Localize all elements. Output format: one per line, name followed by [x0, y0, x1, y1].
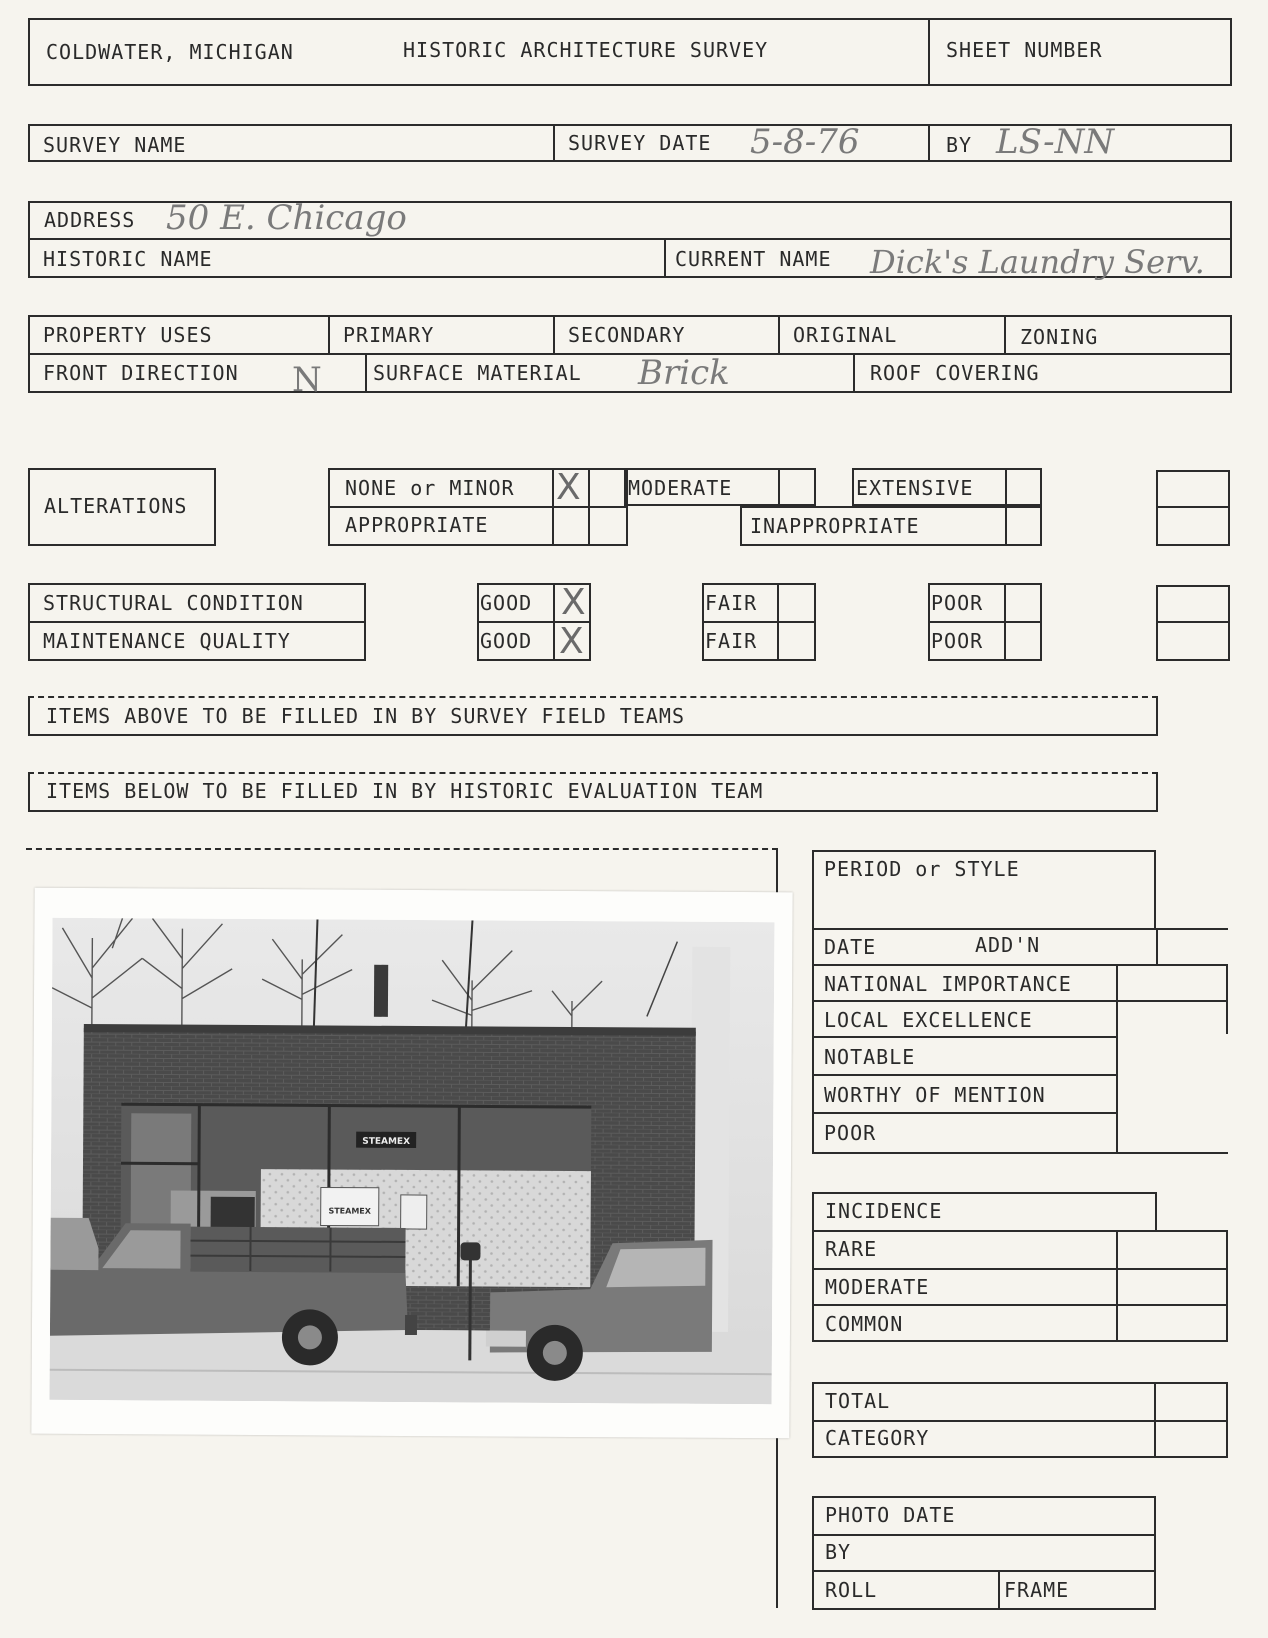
date-label: DATE: [824, 935, 877, 959]
condition-extra-box: [1156, 585, 1230, 661]
maintenance-poor-label: POOR: [931, 629, 984, 653]
photo-info-row-1: [812, 1534, 1156, 1536]
evaluation-row-3: [812, 1036, 1116, 1038]
period-style-label: PERIOD or STYLE: [824, 857, 1020, 881]
structural-poor-label: POOR: [931, 591, 984, 615]
frame-label: FRAME: [1004, 1578, 1070, 1602]
structural-fair-label: FAIR: [705, 591, 758, 615]
front-direction-label: FRONT DIRECTION: [43, 361, 239, 385]
total-label: TOTAL: [825, 1389, 891, 1413]
original-label: ORIGINAL: [793, 323, 898, 347]
historic-name-label: HISTORIC NAME: [43, 247, 213, 271]
category-label: CATEGORY: [825, 1426, 930, 1450]
rare-label: RARE: [825, 1237, 878, 1261]
evaluation-row-4: [812, 1074, 1116, 1076]
current-name-divider: [664, 238, 666, 278]
evaluation-poor-label: POOR: [824, 1121, 877, 1145]
secondary-label: SECONDARY: [568, 323, 686, 347]
evaluation-bottom: [812, 1152, 1156, 1154]
survey-divider-1: [553, 124, 555, 162]
alterations-label: ALTERATIONS: [44, 494, 188, 518]
structural-good-label: GOOD: [480, 591, 533, 615]
none-minor-check: X: [556, 467, 581, 508]
condition-extra-divider: [1156, 621, 1230, 623]
property-divider: [28, 353, 1232, 355]
evaluation-row-5: [812, 1112, 1116, 1114]
none-minor-label: NONE or MINOR: [345, 476, 515, 500]
header-title: HISTORIC ARCHITECTURE SURVEY: [403, 38, 769, 62]
evaluation-rating-right: [1226, 964, 1228, 1034]
incidence-moderate-label: MODERATE: [825, 1275, 930, 1299]
photo-by-label: BY: [825, 1540, 852, 1564]
incidence-row-2: [812, 1268, 1228, 1270]
moderate-check-divider: [778, 468, 780, 506]
maintenance-good-label: GOOD: [480, 629, 533, 653]
steamex-poster-text: STEAMEX: [328, 1206, 371, 1216]
total-category-divider: [812, 1420, 1228, 1422]
property-col-5: [365, 353, 367, 393]
photo-info-row-2: [812, 1570, 1156, 1572]
roof-covering-label: ROOF COVERING: [870, 361, 1040, 385]
zoning-label: ZONING: [1020, 325, 1099, 349]
survey-divider-2: [928, 124, 930, 162]
header-city: COLDWATER, MICHIGAN: [46, 40, 294, 64]
survey-name-label: SURVEY NAME: [43, 133, 187, 157]
current-name-label: CURRENT NAME: [675, 247, 832, 271]
national-importance-label: NATIONAL IMPORTANCE: [824, 972, 1072, 996]
evaluation-right-edge: [1156, 928, 1158, 966]
survey-date-label: SURVEY DATE: [568, 131, 712, 155]
evaluation-row-1: [812, 964, 1228, 966]
roll-label: ROLL: [825, 1578, 878, 1602]
photo-date-label: PHOTO DATE: [825, 1503, 956, 1527]
fair-check-divider: [777, 583, 779, 661]
address-value: 50 E. Chicago: [166, 198, 407, 238]
property-col-4: [1004, 315, 1006, 353]
moderate-label: MODERATE: [628, 476, 733, 500]
field-teams-note: ITEMS ABOVE TO BE FILLED IN BY SURVEY FIELD TEAMS: [46, 704, 686, 728]
condition-label-divider: [28, 621, 366, 623]
total-category-col: [1154, 1382, 1156, 1458]
property-uses-label: PROPERTY USES: [43, 323, 213, 347]
incidence-rating-divider: [1116, 1230, 1118, 1342]
structural-good-check: X: [561, 582, 586, 623]
none-minor-check-divider: [552, 468, 554, 546]
incidence-bottom: [812, 1340, 1228, 1342]
survey-by-label: BY: [946, 133, 973, 157]
extensive-label: EXTENSIVE: [856, 476, 974, 500]
property-col-3: [778, 315, 780, 353]
evaluation-row-2: [812, 1000, 1228, 1002]
photo-image: [50, 918, 775, 1404]
common-label: COMMON: [825, 1312, 904, 1336]
front-direction-value: N: [292, 360, 322, 400]
property-col-1: [328, 315, 330, 353]
property-col-2: [553, 315, 555, 353]
property-col-6: [853, 353, 855, 393]
evaluation-note: ITEMS BELOW TO BE FILLED IN BY HISTORIC EVALUATION TEAM: [46, 779, 764, 803]
structural-condition-label: STRUCTURAL CONDITION: [43, 591, 304, 615]
address-label: ADDRESS: [44, 208, 136, 232]
surface-material-label: SURFACE MATERIAL: [373, 361, 582, 385]
maintenance-quality-label: MAINTENANCE QUALITY: [43, 629, 291, 653]
none-minor-extend: [588, 468, 628, 546]
incidence-row-1: [812, 1230, 1228, 1232]
none-minor-divider: [328, 506, 628, 508]
good-check-divider: [553, 583, 555, 661]
steamex-sign-text: STEAMEX: [362, 1136, 411, 1147]
incidence-right-top: [1155, 1192, 1157, 1230]
building-photograph: [31, 888, 792, 1439]
address-divider: [28, 238, 1232, 240]
primary-label: PRIMARY: [343, 323, 435, 347]
header-divider: [928, 18, 930, 86]
surface-material-value: Brick: [638, 353, 730, 393]
worthy-of-mention-label: WORTHY OF MENTION: [824, 1083, 1046, 1107]
poor-divider: [928, 621, 1042, 623]
survey-by-value: LS-NN: [996, 122, 1115, 162]
sheet-number-label: SHEET NUMBER: [946, 38, 1103, 62]
notable-label: NOTABLE: [824, 1045, 916, 1069]
maintenance-fair-label: FAIR: [705, 629, 758, 653]
incidence-label: INCIDENCE: [825, 1199, 943, 1223]
appropriate-label: APPROPRIATE: [345, 513, 489, 537]
incidence-rating-right: [1226, 1230, 1228, 1342]
maintenance-good-check: X: [559, 621, 584, 662]
evaluation-rating-divider: [1116, 964, 1118, 1154]
local-excellence-label: LOCAL EXCELLENCE: [824, 1008, 1033, 1032]
current-name-value: Dick's Laundry Serv.: [870, 243, 1205, 281]
roll-frame-divider: [998, 1570, 1000, 1610]
alterations-extra-divider: [1156, 506, 1230, 508]
inappropriate-label: INAPPROPRIATE: [750, 514, 920, 538]
incidence-row-3: [812, 1304, 1228, 1306]
alterations-extra-box: [1156, 470, 1230, 546]
poor-check-divider: [1004, 583, 1006, 661]
survey-date-value: 5-8-76: [750, 122, 860, 162]
fair-divider: [702, 621, 816, 623]
addn-label: ADD'N: [975, 933, 1041, 957]
